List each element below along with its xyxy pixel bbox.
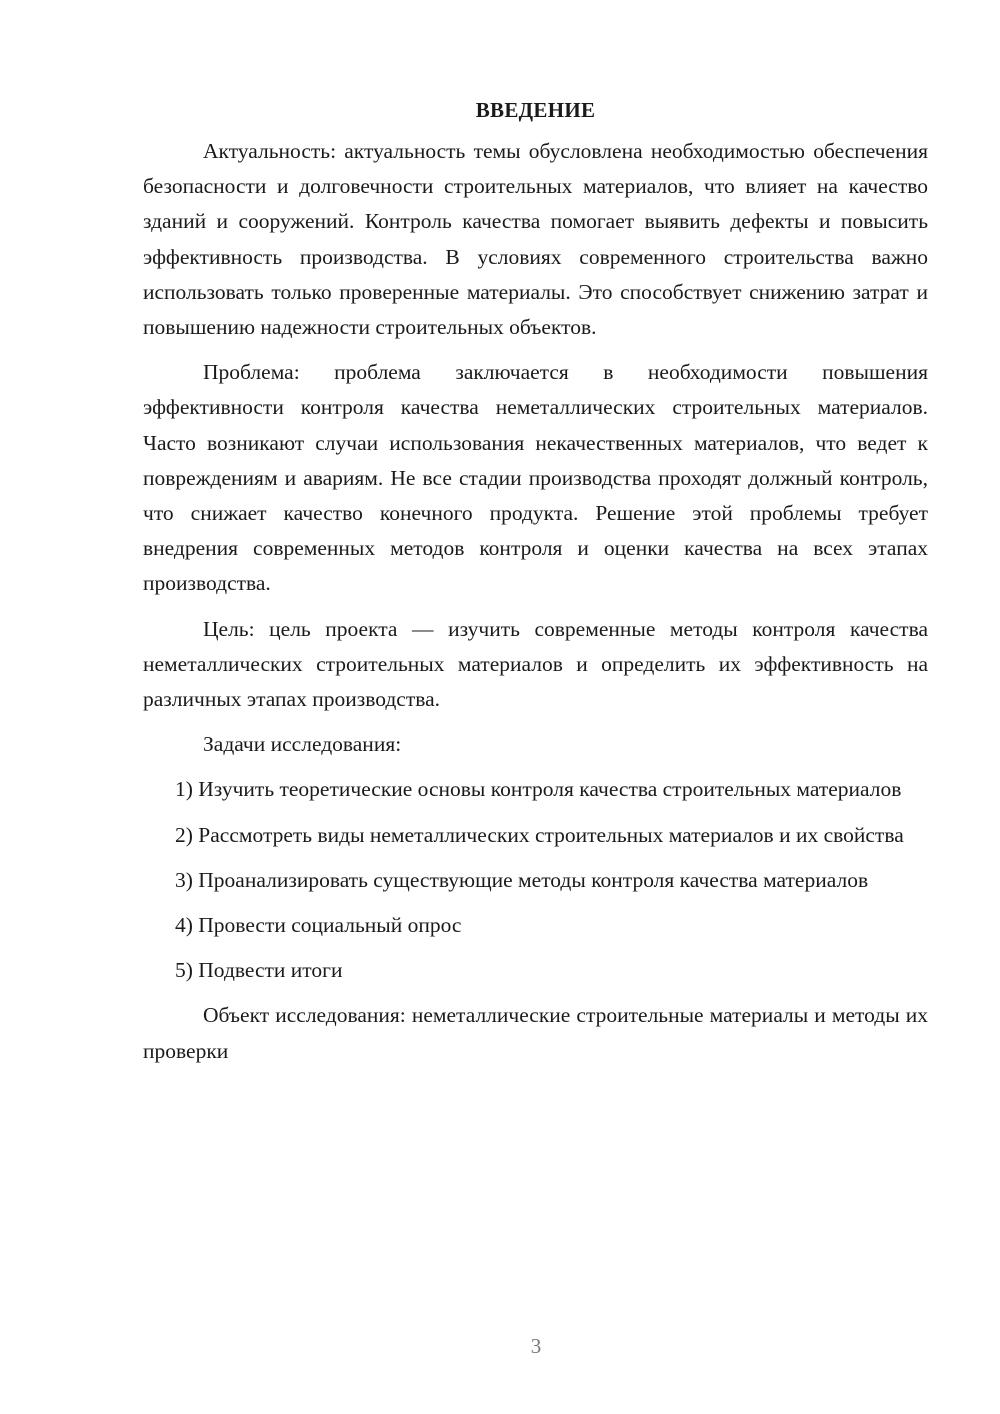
problem-paragraph: Проблема: проблема заключается в необходимости повышения эффективности контроля качества неметаллических строительных материалов. Часто возникают случаи использования некачественных материалов, что ведет к повреждениям и авариям. Не все стадии производства проходят должный контроль, что снижает качество конечного продукта. Решение этой проблемы требует внедрения современных методов контроля и оценки качества на всех этапах производства. <box>143 360 928 596</box>
task-item: 1) Изучить теоретические основы контроля качества строительных материалов <box>175 777 902 802</box>
tasks-label: Задачи исследования: <box>203 732 402 757</box>
page-number: 3 <box>530 1334 542 1358</box>
goal-paragraph: Цель: цель проекта — изучить современные методы контроля качества неметаллических строительных материалов и определить их эффективность на различных этапах производства. <box>143 616 928 712</box>
document-page <box>143 92 928 1079</box>
task-item: 4) Провести социальный опрос <box>175 913 462 938</box>
section-heading: ВВЕДЕНИЕ <box>475 98 596 122</box>
tasks-list <box>143 772 928 988</box>
object-paragraph: Объект исследования: неметаллические строительные материалы и методы их проверки <box>143 1003 928 1063</box>
task-item: 5) Подвести итоги <box>175 958 343 983</box>
relevance-paragraph: Актуальность: актуальность темы обусловлена необходимостью обеспечения безопасности и долговечности строительных материалов, что влияет на качество зданий и сооружений. Контроль качества помогает выявить дефекты и повысить эффективность производства. В условиях современного строительства важно использовать только проверенные материалы. Это способствует снижению затрат и повышению надежности строительных объектов. <box>143 139 928 340</box>
task-item: 3) Проанализировать существующие методы контроля качества материалов <box>175 867 869 892</box>
task-item: 2) Рассмотреть виды неметаллических строительных материалов и их свойства <box>175 822 904 847</box>
